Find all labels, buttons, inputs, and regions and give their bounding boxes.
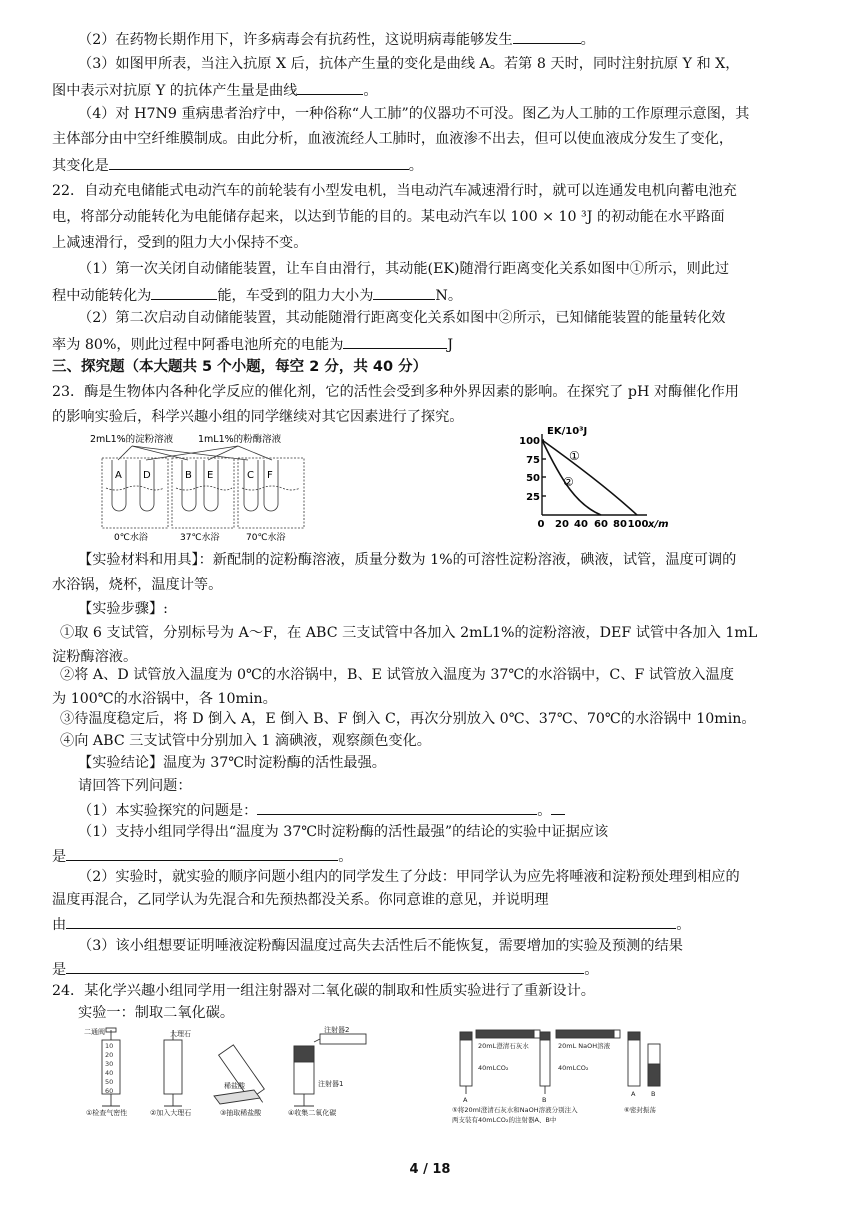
x-tick: 20 [555, 519, 569, 530]
q22-part2-line2: 率为 80%，则此过程中阿番电池所充的电能为 J [52, 333, 808, 355]
hydrochloric-acid-label: 稀盐酸 [224, 1082, 245, 1090]
curve-1 [542, 440, 637, 515]
step4: ④向 ABC 三支试管中分别加入 1 滴碘液，观察颜色变化。 [60, 733, 431, 749]
two-way-valve-label: 二通阀 [84, 1028, 105, 1036]
syringe-a-label: A [463, 1096, 468, 1104]
scale-tick: 20 [105, 1051, 114, 1059]
q22-stem-line2: 电，将部分动能转化为电能储存起来，以达到节能的目的。某电动汽车以 100 × 10 ³J 的初动能在水平路面 [52, 209, 725, 225]
tube-label: F [267, 470, 273, 481]
answer-prompt: 请回答下列问题： [78, 778, 192, 794]
q22-part2-line1: （2）第二次启动自动储能装置，其动能随滑行距离变化关系如图中②所示，已知储能装置的能量转化效 [78, 310, 726, 326]
amylase-solution-label: 1mL1%的粉酶溶液 [198, 434, 282, 445]
q23-question3-line1: （3）该小组想要证明唾液淀粉酶因温度过高失去活性后不能恢复，需要增加的实验及预测的结果 [78, 938, 683, 954]
x-tick: 40 [574, 519, 588, 530]
scale-tick: 40 [105, 1069, 114, 1077]
x-tick: 60 [594, 519, 608, 530]
q22-stem-line3: 上减速滑行，受到的阻力大小保持不变。 [52, 235, 308, 251]
syringe2-label: 注射器2 [324, 1026, 350, 1034]
kinetic-energy-chart [517, 420, 697, 532]
q21-part2: （2）在药物长期作用下，许多病毒会有抗药性，这说明病毒能够发生 。 [78, 28, 808, 50]
y-tick: 50 [526, 473, 540, 484]
scale-tick: 10 [105, 1042, 114, 1050]
tube-label: E [207, 470, 214, 481]
x-tick: 100 [627, 519, 649, 530]
materials-line2: 水浴锅，烧杯，温度计等。 [52, 577, 223, 593]
y-tick: 25 [526, 492, 540, 503]
step2-line2: 为 100℃的水浴锅中，各 10min。 [52, 691, 277, 707]
step6-caption: ⑥密封振荡 [624, 1106, 656, 1114]
q23-stem-line1: 23．酶是生物体内各种化学反应的催化剂，它的活性会受到多种外界因素的影响。在探究了 pH 对酶催化作用 [52, 384, 739, 400]
syringe-a-label-right: A [631, 1090, 636, 1098]
materials-line1: 【实验材料和用具】：新配制的淀粉酶溶液，质量分数为 1%的可溶性淀粉溶液，碘液，试管，温度可调的 [78, 552, 737, 568]
tube-label: D [143, 470, 151, 481]
q23-question1b-line1: （1）支持小组同学得出“温度为 37℃时淀粉酶的活性最强”的结论的实验中证据应该 [78, 824, 609, 840]
syringe-b-label: B [542, 1096, 547, 1104]
curve-1-label: ① [569, 449, 580, 463]
chart-y-label: EK/10³J [547, 426, 588, 437]
q23-question3-line2: 是 。 [52, 958, 808, 980]
q21-part3-line1: （3）如图甲所表，当注入抗原 X 后，抗体产生量的变化是曲线 A。若第 8 天时，同时注射抗原 Y 和 X， [78, 56, 740, 72]
step5-caption-line1: ⑤将20ml澄清石灰水和NaOH溶液分别注入 [452, 1106, 578, 1114]
co2-preparation-figure [84, 1024, 380, 1116]
q24-experiment1-title: 实验一：制取二氧化碳。 [78, 1005, 235, 1021]
curve-2-label: ② [563, 475, 574, 489]
step-caption: ②加入大理石 [150, 1109, 192, 1116]
step-caption: ④收集二氧化碳 [288, 1109, 337, 1116]
q23-question1: （1）本实验探究的问题是： 。 [78, 799, 808, 821]
q24-stem: 24．某化学兴趣小组同学用一组注射器对二氧化碳的制取和性质实验进行了重新设计。 [52, 983, 595, 999]
co2-property-figure [452, 1024, 670, 1126]
q23-question2-line1: （2）实验时，就实验的顺序问题小组内的同学发生了分歧：甲同学认为应先将唾液和淀粉预处理到相应的 [78, 869, 740, 885]
co2-volume-b: 40mLCO₂ [558, 1064, 589, 1072]
co2-volume-a: 40mLCO₂ [478, 1064, 509, 1072]
step-caption: ①检查气密性 [86, 1109, 128, 1116]
bath-label: 37℃水浴 [180, 533, 220, 543]
q22-part1-line1: （1）第一次关闭自动储能装置，让车自由滑行，其动能(EK)随滑行距离变化关系如图中①所示，则此过 [78, 261, 730, 277]
step-caption: ③抽取稀盐酸 [220, 1109, 262, 1116]
scale-tick: 60 [105, 1087, 114, 1095]
q22-stem-line1: 22．自动充电储能式电动汽车的前轮装有小型发电机，当电动汽车减速滑行时，就可以连通发电机向蓄电池充 [52, 183, 737, 199]
step1-line2: 淀粉酶溶液。 [52, 649, 138, 665]
steps-title: 【实验步骤】: [78, 601, 168, 617]
limewater-label: 20mL澄清石灰水 [478, 1042, 529, 1050]
y-tick: 75 [526, 455, 540, 466]
marble-label: 大理石 [170, 1030, 191, 1038]
step1-line1: ①取 6 支试管，分别标号为 A～F，在 ABC 三支试管中各加入 2mL1%的淀粉溶液，DEF 试管中各加入 1mL [60, 625, 758, 641]
tube-label: A [115, 470, 122, 481]
naoh-label: 20mL NaOH溶液 [558, 1042, 611, 1050]
q23-question1b-line2: 是 。 [52, 845, 808, 867]
q23-question2-line3: 由 。 [52, 913, 808, 935]
step5-caption-line2: 两支装有40mLCO₂的注射器A、B中 [452, 1116, 557, 1124]
q22-part1-line2: 程中动能转化为 能，车受到的阻力大小为 N。 [52, 284, 808, 306]
step3: ③待温度稳定后，将 D 倒入 A，E 倒入 B、F 倒入 C，再次分别放入 0℃、37℃、70℃的水浴锅中 10min。 [60, 711, 756, 727]
x-tick: 80 [613, 519, 627, 530]
q23-stem-line2: 的影响实验后，科学兴趣小组的同学继续对其它因素进行了探究。 [52, 409, 464, 425]
y-tick: 100 [519, 436, 540, 447]
conclusion: 【实验结论】温度为 37℃时淀粉酶的活性最强。 [78, 755, 386, 771]
q21-part4-line2: 主体部分由中空纤维膜制成。由此分析，血液流经人工肺时，血液渗不出去，但可以使血液成分发生了变化， [52, 131, 734, 147]
scale-tick: 50 [105, 1078, 114, 1086]
q21-part4-line3: 其变化是 。 [52, 154, 808, 176]
syringe-b-label-right: B [651, 1090, 656, 1098]
beaker-experiment-figure [88, 428, 310, 546]
q21-part4-line1: （4）对 H7N9 重病患者治疗中，一种俗称“人工肺”的仪器功不可没。图乙为人工肺的工作原理示意图，其 [78, 106, 750, 122]
q23-question2-line2: 温度再混合，乙同学认为先混合和先预热都没关系。你同意谁的意见，并说明理 [52, 892, 549, 908]
page-number: 4 / 18 [409, 1162, 451, 1177]
tube-label: B [185, 470, 192, 481]
starch-solution-label: 2mL1%的淀粉溶液 [90, 434, 174, 445]
tube-label: C [247, 470, 254, 481]
scale-tick: 30 [105, 1060, 114, 1068]
bath-label: 70℃水浴 [246, 533, 286, 543]
section-3-heading: 三、探究题（本大题共 5 个小题，每空 2 分，共 40 分） [52, 359, 428, 375]
q21-part3-line2: 图中表示对抗原 Y 的抗体产生量是曲线 。 [52, 79, 808, 101]
x-tick: 0 [537, 519, 545, 530]
step2-line1: ②将 A、D 试管放入温度为 0℃的水浴锅中，B、E 试管放入温度为 37℃的水浴锅中，C、F 试管放入温度 [60, 667, 734, 683]
x-unit: x/m [648, 519, 669, 530]
syringe1-label: 注射器1 [318, 1080, 344, 1088]
bath-label: 0℃水浴 [114, 533, 148, 543]
